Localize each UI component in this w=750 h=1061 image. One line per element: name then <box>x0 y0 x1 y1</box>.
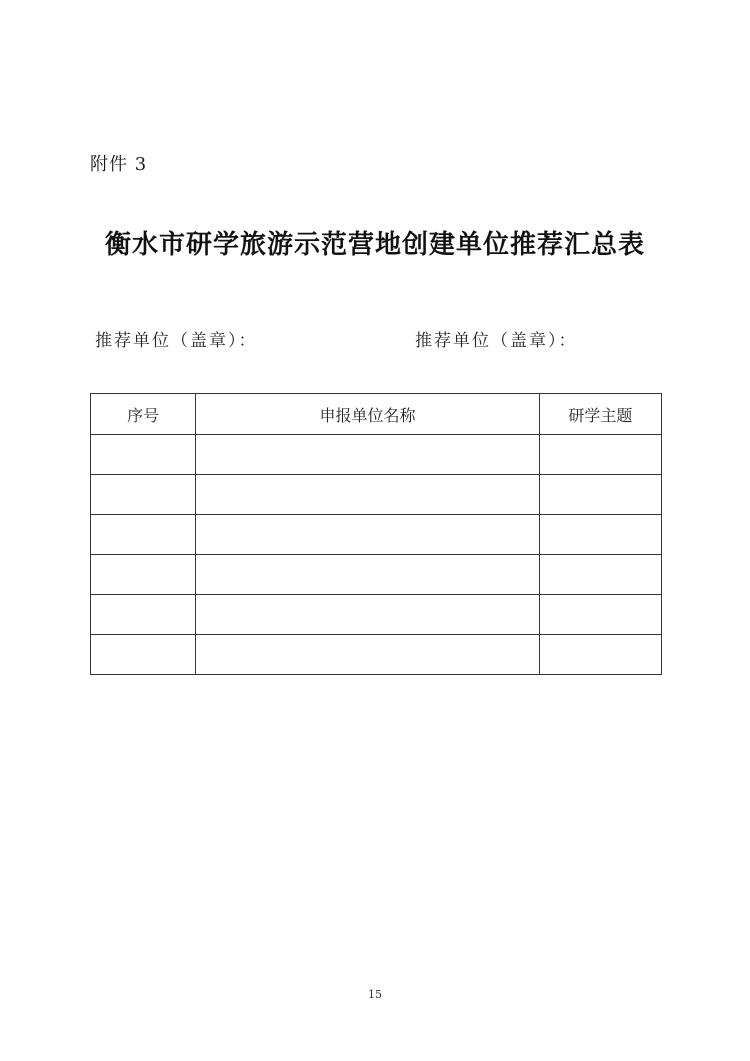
cell-seq[interactable] <box>91 595 196 635</box>
document-title: 衡水市研学旅游示范营地创建单位推荐汇总表 <box>104 230 645 260</box>
table-header-row <box>91 394 662 435</box>
cell-unit-name[interactable] <box>196 595 539 635</box>
cell-unit-name[interactable] <box>196 635 539 675</box>
cell-unit-name[interactable] <box>196 515 539 555</box>
table-row <box>91 435 662 475</box>
table-row <box>91 595 662 635</box>
cell-seq[interactable] <box>91 475 196 515</box>
cell-topic[interactable] <box>539 475 661 515</box>
summary-table <box>90 393 662 675</box>
header-topic: 研学主题 <box>539 394 661 435</box>
cell-topic[interactable] <box>539 555 661 595</box>
cell-unit-name[interactable] <box>196 435 539 475</box>
table-row <box>91 515 662 555</box>
recommending-unit-label-right: 推荐单位（盖章）： <box>415 331 578 351</box>
cell-topic[interactable] <box>539 595 661 635</box>
cell-seq[interactable] <box>91 435 196 475</box>
cell-topic[interactable] <box>539 435 661 475</box>
page-number: 15 <box>368 988 382 1001</box>
cell-topic[interactable] <box>539 515 661 555</box>
cell-unit-name[interactable] <box>196 475 539 515</box>
header-seq: 序号 <box>91 394 196 435</box>
cell-seq[interactable] <box>91 555 196 595</box>
cell-topic[interactable] <box>539 635 661 675</box>
recommending-unit-label-left: 推荐单位（盖章）： <box>95 331 258 351</box>
cell-seq[interactable] <box>91 515 196 555</box>
cell-unit-name[interactable] <box>196 555 539 595</box>
attachment-label: 附件 3 <box>90 154 148 175</box>
cell-seq[interactable] <box>91 635 196 675</box>
table-row <box>91 475 662 515</box>
table-row <box>91 555 662 595</box>
header-unit-name: 申报单位名称 <box>196 394 539 435</box>
table-row <box>91 635 662 675</box>
